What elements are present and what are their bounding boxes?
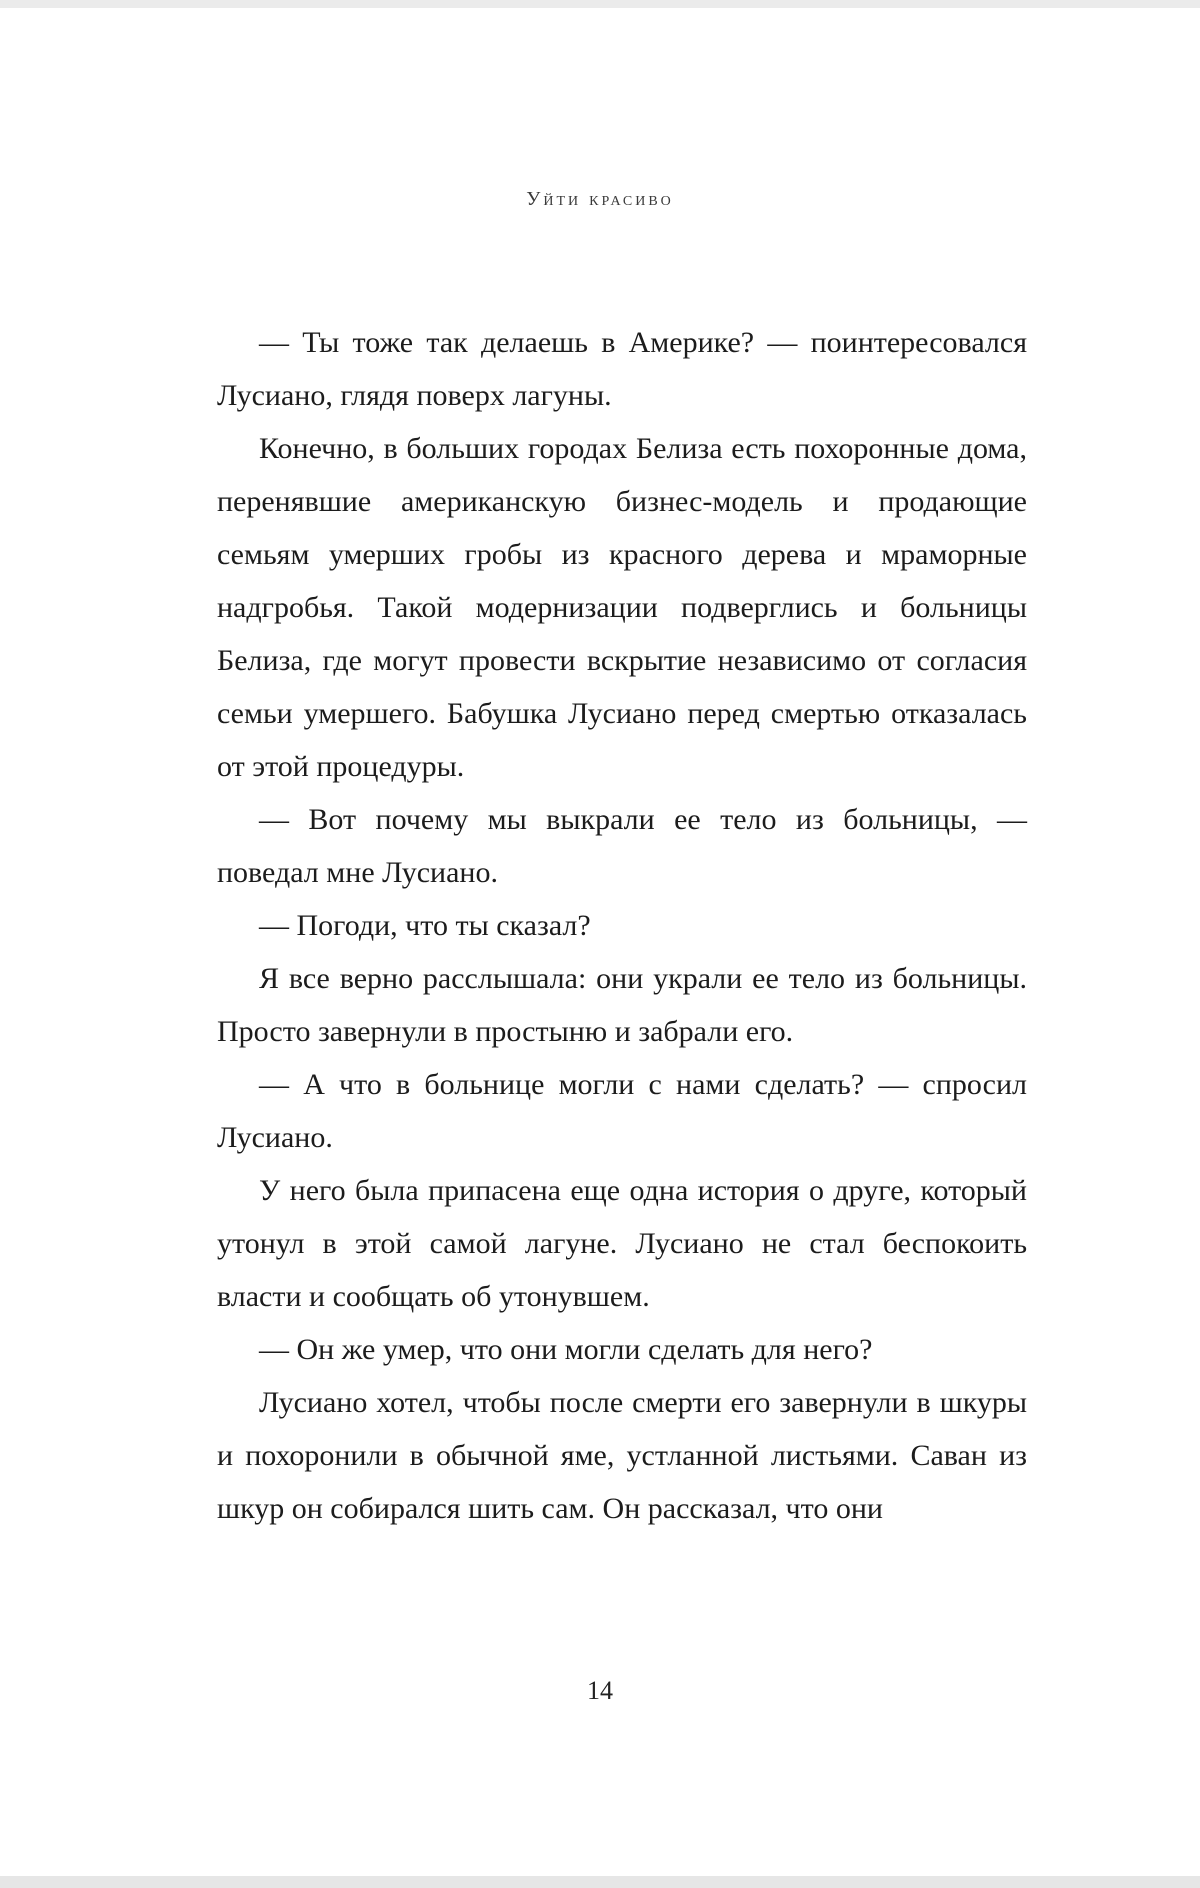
- body-text: [217, 316, 1027, 1535]
- paragraph: Конечно, в больших городах Белиза есть похоронные дома, перенявшие американскую бизнес-модель и продающие семьям умерших гробы из красного дерева и мраморные надгробья. Такой модернизации подверглись и больницы Белиза, где могут провести вскрытие независимо от согласия семьи умершего. Бабушка Лусиано перед смертью отказалась от этой процедуры.: [217, 432, 1027, 783]
- running-head: Уйти красиво: [526, 188, 674, 210]
- page-edge: [0, 1876, 1200, 1888]
- paragraph: Я все верно расслышала: они украли ее тело из больницы. Просто завернули в простыню и забрали его.: [217, 962, 1027, 1048]
- page-number: 14: [587, 1676, 613, 1705]
- book-page: [0, 8, 1200, 1876]
- paragraph: — Он же умер, что они могли сделать для него?: [259, 1333, 873, 1366]
- paragraph: — Погоди, что ты сказал?: [259, 909, 591, 942]
- paragraph: — Вот почему мы выкрали ее тело из больницы, — поведал мне Лусиано.: [217, 803, 1027, 889]
- paragraph: — Ты тоже так делаешь в Америке? — поинтересовался Лусиано, глядя поверх лагуны.: [217, 326, 1027, 412]
- paragraph: Лусиано хотел, чтобы после смерти его завернули в шкуры и похоронили в обычной яме, устланной листьями. Саван из шкур он собирался шить сам. Он рассказал, что они: [217, 1386, 1027, 1525]
- paragraph: У него была припасена еще одна история о друге, который утонул в этой самой лагуне. Лусиано не стал беспокоить власти и сообщать об утонувшем.: [217, 1174, 1027, 1313]
- paragraph: — А что в больнице могли с нами сделать? — спросил Лусиано.: [217, 1068, 1027, 1154]
